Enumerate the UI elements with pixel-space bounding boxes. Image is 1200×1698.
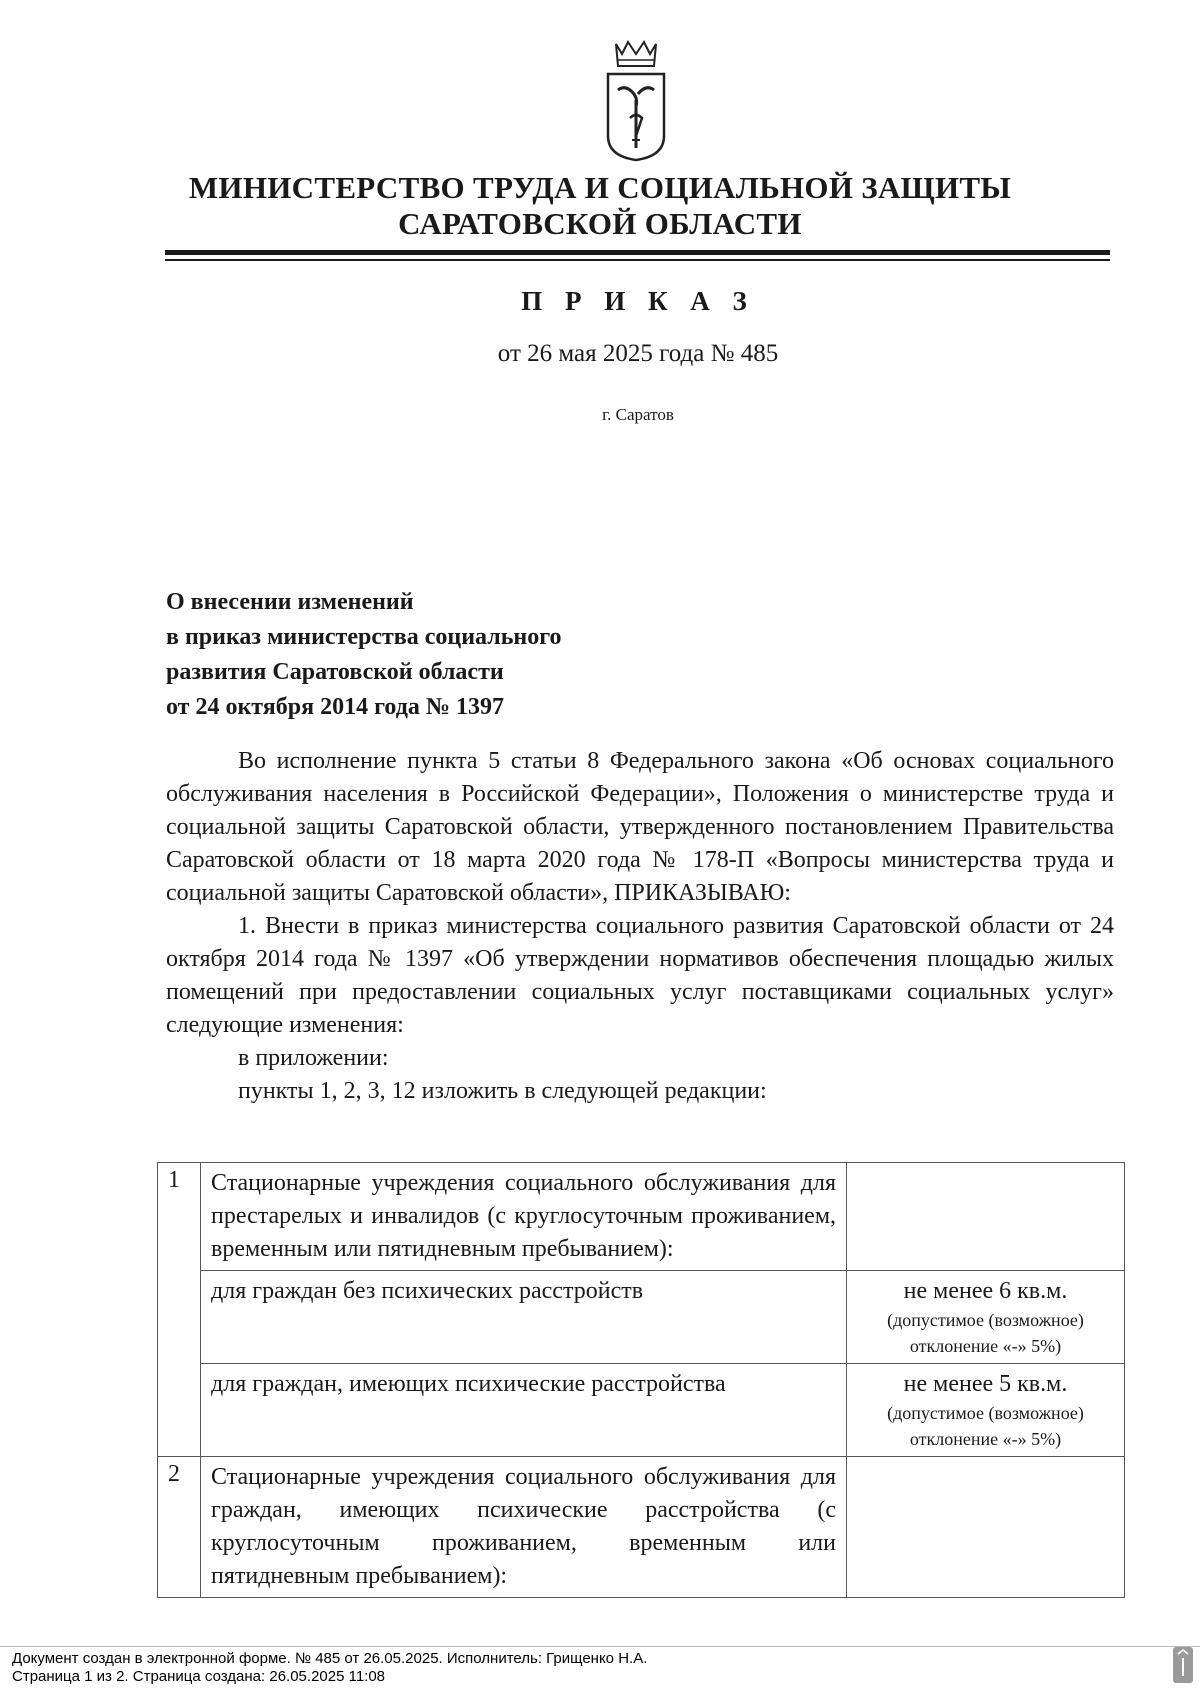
- header-divider-thick: [165, 250, 1110, 255]
- order-date-number: от 26 мая 2025 года № 485: [497, 340, 779, 367]
- footer-divider: [0, 1646, 1200, 1647]
- subrow-norm: [847, 1364, 1125, 1457]
- norm-value: не менее 5 кв.м.: [903, 1371, 1068, 1397]
- row-number: 2: [158, 1457, 201, 1598]
- footer-line: Документ создан в электронной форме. № 485 от 26.05.2025. Исполнитель: Грищенко Н.А.: [12, 1650, 648, 1667]
- table-row: [158, 1163, 1125, 1271]
- norm-value: не менее 6 кв.м.: [903, 1278, 1068, 1304]
- footer-line: Страница 1 из 2. Страница создана: 26.05.2025 11:08: [12, 1668, 386, 1685]
- subject-line: в приказ министерства социального: [166, 624, 562, 650]
- subject-line: О внесении изменений: [166, 589, 414, 615]
- row-norm-empty: [847, 1457, 1125, 1598]
- order-city: г. Саратов: [602, 405, 674, 424]
- row-description: Стационарные учреждения социального обслуживания для престарелых и инвалидов (с круглосуточным проживанием, временным или пятидневным пребыванием):: [201, 1163, 847, 1271]
- row-description: Стационарные учреждения социального обслуживания для граждан, имеющих психические расстройства (с круглосуточным проживанием, временным или пятидневным пребыванием):: [201, 1457, 847, 1598]
- ministry-name-line2: САРАТОВСКОЙ ОБЛАСТИ: [398, 206, 802, 241]
- row-number: 1: [158, 1163, 201, 1457]
- subject-line: развития Саратовской области: [166, 659, 504, 685]
- norms-table: [157, 1162, 1125, 1598]
- coat-of-arms-icon: [604, 40, 668, 162]
- norm-deviation-note: (допустимое (возможное) отклонение «-» 5%): [887, 1310, 1084, 1356]
- table-row: [158, 1271, 1125, 1364]
- table-row: [158, 1364, 1125, 1457]
- order-body: [166, 745, 1114, 1108]
- norm-deviation-note: (допустимое (возможное) отклонение «-» 5%): [887, 1403, 1084, 1449]
- row-norm-empty: [847, 1163, 1125, 1271]
- items-intro-line: пункты 1, 2, 3, 12 изложить в следующей редакции:: [238, 1078, 767, 1104]
- preamble-paragraph: Во исполнение пункта 5 статьи 8 Федерального закона «Об основах социального обслуживания населения в Российской Федерации», Положения о министерстве труда и социальной защиты Саратовской области, утвержденного постановлением Правительства Саратовской области от 18 марта 2020 года № 178-П «Вопросы министерства труда и социальной защиты Саратовской области», ПРИКАЗЫВАЮ:: [166, 748, 1114, 906]
- table-row: [158, 1457, 1125, 1598]
- in-appendix-line: в приложении:: [238, 1045, 389, 1071]
- subject-line: от 24 октября 2014 года № 1397: [166, 694, 504, 720]
- header-divider-thin: [165, 259, 1110, 261]
- subrow-description: для граждан без психических расстройств: [201, 1271, 847, 1364]
- order-subject: [166, 585, 766, 725]
- point-1-paragraph: 1. Внести в приказ министерства социального развития Саратовской области от 24 октября 2014 года № 1397 «Об утверждении нормативов обеспечения площадью жилых помещений при предоставлении социальных услуг поставщиками социальных услуг» следующие изменения:: [166, 913, 1114, 1038]
- ministry-name: [150, 170, 1050, 242]
- subrow-description: для граждан, имеющих психические расстройства: [201, 1364, 847, 1457]
- subrow-norm: [847, 1271, 1125, 1364]
- ministry-name-line1: МИНИСТЕРСТВО ТРУДА И СОЦИАЛЬНОЙ ЗАЩИТЫ: [188, 170, 1012, 205]
- electronic-document-footer: [12, 1650, 647, 1686]
- small-emblem-icon: [1172, 1646, 1194, 1684]
- order-title: П Р И К А З: [521, 286, 755, 316]
